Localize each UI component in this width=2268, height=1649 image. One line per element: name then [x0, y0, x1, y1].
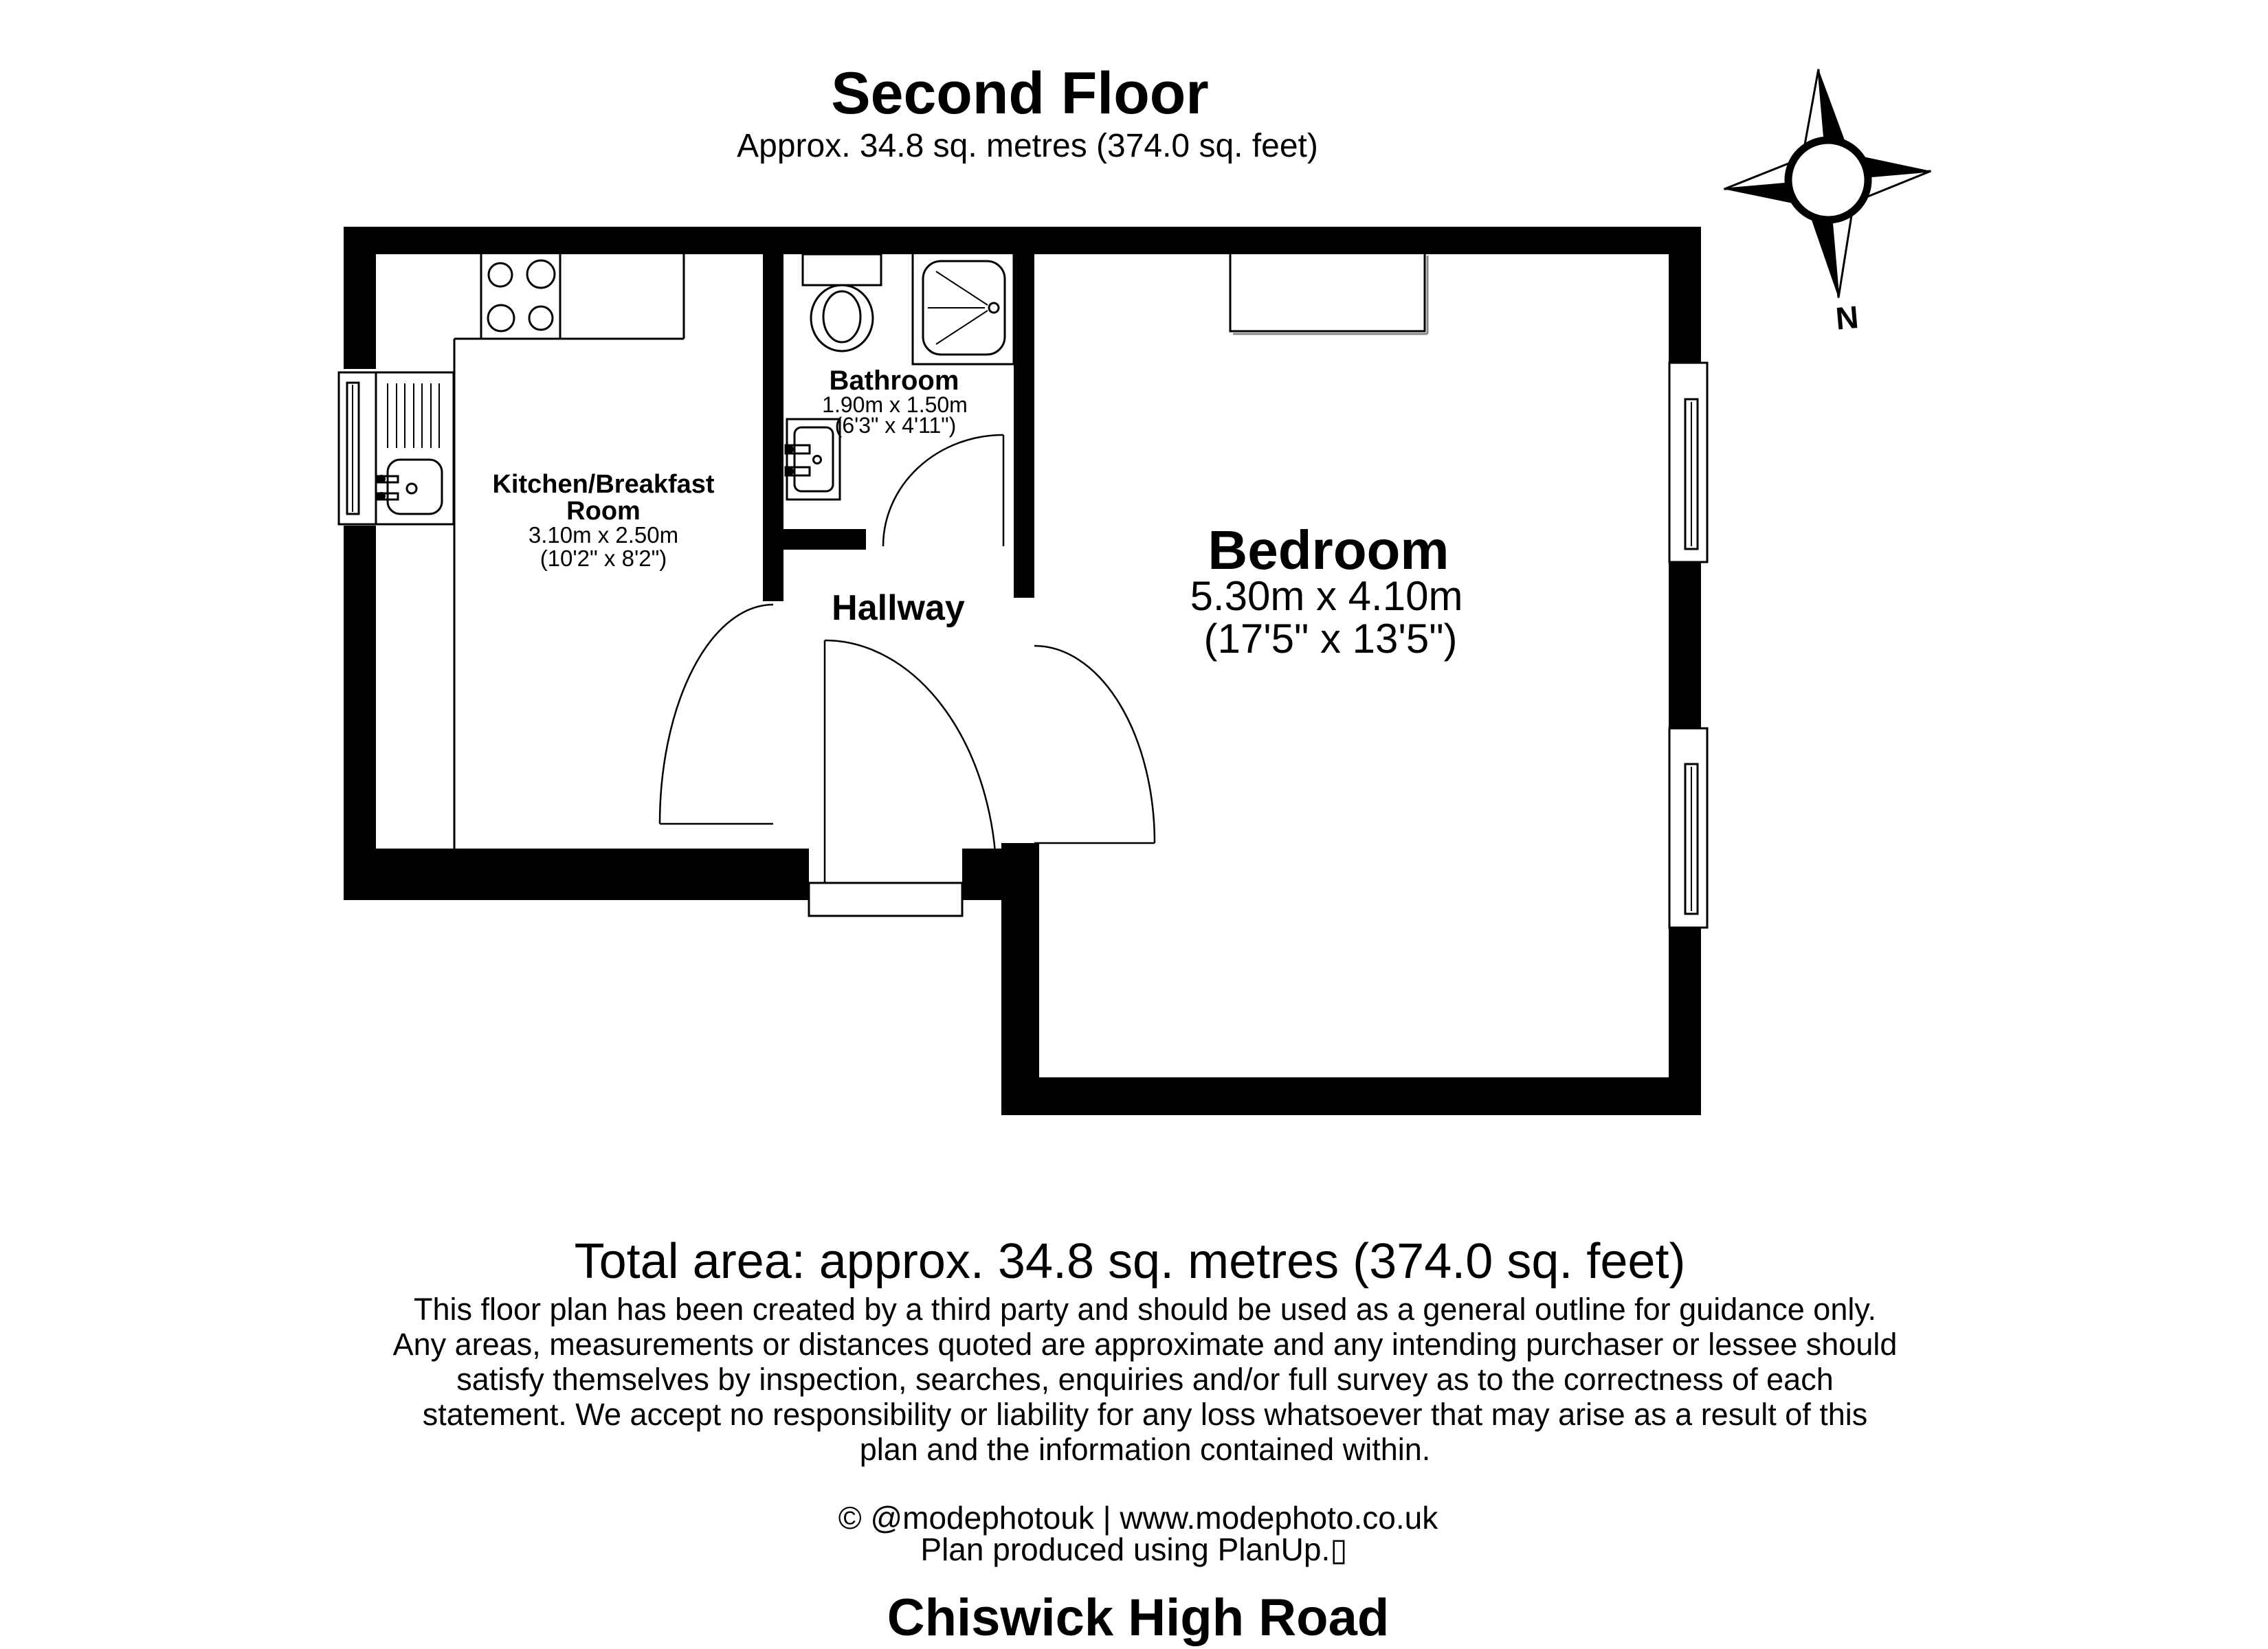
bedroom-dims-metric: 5.30m x 4.10m — [1190, 573, 1463, 619]
credit-text: © @modephotouk | www.modephoto.co.uk — [838, 1500, 1438, 1536]
wall-left-upper — [344, 227, 376, 369]
wall-right-upper — [1669, 227, 1701, 363]
page-subtitle: Approx. 34.8 sq. metres (374.0 sq. feet) — [737, 128, 1318, 164]
bathroom-label — [822, 366, 968, 438]
address-title: Chiswick High Road — [887, 1589, 1390, 1647]
wall-bedroom-left-lower — [1001, 843, 1039, 1115]
disclaimer-line: statement. We accept no responsibility or liability for any loss whatsoever that may arise as a result of this — [422, 1397, 1868, 1432]
walls — [344, 227, 1701, 1115]
entrance-threshold — [809, 883, 962, 916]
wall-bedroom-bottom — [1001, 1077, 1701, 1115]
stove-burner-icon — [529, 306, 553, 330]
kitchen-name-line1: Kitchen/Breakfast — [492, 470, 715, 499]
wall-top — [344, 227, 1701, 254]
produced-by-text: Plan produced using PlanUp.▯ — [920, 1532, 1348, 1567]
sink-drainer-lines — [388, 383, 439, 448]
door-kitchen-hallway — [660, 605, 773, 824]
bathroom-dims-imperial: (6'3" x 4'11") — [834, 413, 957, 438]
wall-kitchen-bottom — [344, 849, 809, 900]
wall-right-lower — [1669, 928, 1701, 1115]
disclaimer-line: satisfy themselves by inspection, searches, enquiries and/or full survey as to the correctness of each — [456, 1362, 1834, 1397]
wall-right-middle — [1669, 562, 1701, 728]
hallway-label: Hallway — [832, 588, 965, 628]
disclaimer-line: Any areas, measurements or distances quoted are approximate and any intending purchaser or lessee should — [392, 1327, 1898, 1362]
bedroom-name: Bedroom — [1208, 519, 1449, 581]
kitchen-dims-metric: 3.10m x 2.50m — [528, 522, 679, 548]
bathroom-dims-metric: 1.90m x 1.50m — [822, 392, 968, 417]
window-bedroom-right-lower — [1669, 728, 1707, 928]
total-area-text: Total area: approx. 34.8 sq. metres (374.0 sq. feet) — [574, 1234, 1686, 1289]
bedroom-label — [1190, 519, 1463, 662]
bathroom-name: Bathroom — [829, 366, 959, 396]
stove-burner-icon — [488, 305, 514, 331]
toilet-icon — [803, 254, 881, 351]
disclaimer-line: plan and the information contained within. — [859, 1432, 1431, 1467]
window-bedroom-right-upper — [1669, 363, 1707, 562]
compass-north-icon — [1714, 60, 1944, 346]
bed-icon — [1230, 253, 1427, 334]
bathroom-sink-icon — [786, 419, 840, 500]
compass-n-label: N — [1834, 299, 1860, 337]
door-bedroom — [1034, 646, 1155, 843]
kitchen-name-line2: Room — [566, 497, 641, 526]
disclaimer — [393, 1292, 1898, 1467]
window-kitchen-left — [339, 372, 376, 524]
stove-burner-icon — [489, 263, 512, 287]
door-bathroom — [883, 435, 1003, 546]
wall-bathroom-bedroom — [1014, 253, 1034, 598]
shower-icon — [913, 253, 1014, 364]
kitchen-dims-imperial: (10'2" x 8'2") — [540, 546, 667, 571]
page-title: Second Floor — [831, 60, 1209, 126]
kitchen-label — [492, 470, 714, 571]
kitchen-sink-icon — [376, 372, 454, 524]
disclaimer-line: This floor plan has been created by a third party and should be used as a general outline for guidance only. — [413, 1292, 1877, 1327]
bedroom-dims-imperial: (17'5" x 13'5") — [1203, 616, 1458, 662]
stove-burner-icon — [527, 260, 555, 288]
wall-bathroom-bottom — [763, 529, 866, 550]
wall-left-lower — [344, 526, 376, 900]
